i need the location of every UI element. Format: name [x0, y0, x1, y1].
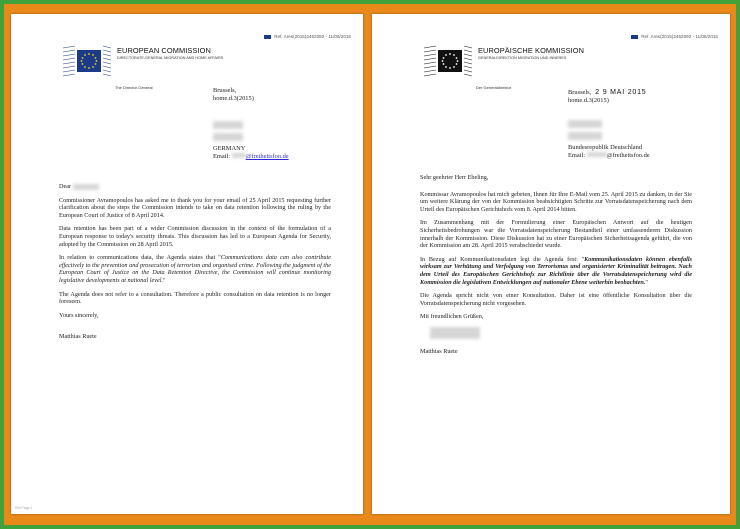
eu-flag-mini-icon — [631, 35, 638, 39]
paragraph-2: Im Zusammenhang mit der Formulierung einer Europäischen Antwort auf die heutigen Sicherheitsbedrohungen war die Vorratsdatenspeicherung Bestandteil einer umfassenderen Diskussion innerhalb der Kommission. Diese Diskussion hat zu einer Europäischen Sicherheitsagenda geführt, die von der Kommission am 28. April 2015 verabschiedet wurde. — [420, 219, 692, 250]
commission-logo — [61, 44, 223, 78]
city: Brussels, — [213, 87, 237, 94]
recipient-country: Bundesrepublik Deutschland — [568, 144, 643, 151]
redacted-signature — [430, 327, 480, 339]
reference-text: Ref. Ares(2015)2452092 - 11/06/2015 — [641, 34, 718, 39]
recipient-address — [568, 120, 650, 160]
date-line — [568, 89, 647, 97]
salutation-text: Dear — [59, 183, 72, 190]
paragraph-1: Kommissar Avramopoulos hat mich gebeten, Ihnen für Ihre E-Mail vom 25. April 2015 zu danken, in der Sie um weitere Klärung der von der Kommission beabsichtigten Schritte zur Vorratsdatenspeicherung nach dem Urteil des Europäischen Gerichtshofs vom 8. April 2014 bitten. — [420, 190, 692, 213]
signature-name: Matthias Ruete — [59, 333, 97, 341]
paragraph-1: Commissioner Avramopoulos has asked me to thank you for your email of 25 April 2015 requesting further clarification about the steps the Commission intends to take on data retention following the ruling by the European Court of Justice of 8 April 2014. — [59, 196, 331, 219]
email-domain[interactable]: @freiheitsfoo.de — [245, 153, 289, 160]
letter-body — [420, 174, 692, 361]
paragraph-3-lead: In Bezug auf Kommunikationsdaten legt die Agenda fest: " — [420, 255, 585, 263]
redacted-name — [213, 121, 243, 129]
paragraph-3-end: " — [162, 276, 166, 284]
redacted-name — [568, 120, 602, 128]
closing: Yours sincerely, — [59, 311, 99, 319]
european-commission-logo-icon — [61, 44, 113, 78]
ref-code: home.d.3(2015) — [213, 95, 254, 102]
paragraph-3-quote: Communications data can also contribute effectively to the prevention and prosecution of terrorism and organised crime. Following the judgment of the European Court of Justice on the Data Retention Directive, the Commission will continue monitoring legislative developments at national level. — [59, 254, 331, 284]
closing: Mit freundlichen Grüßen, — [420, 313, 484, 321]
organization-name: EUROPEAN COMMISSION — [117, 46, 211, 55]
recipient-email — [568, 152, 650, 160]
paragraph-3-end: " — [645, 278, 648, 286]
commission-logo — [422, 44, 584, 78]
email-label: Email: — [213, 153, 231, 160]
letter-page-german — [372, 14, 730, 514]
paragraph-2: Data retention has been part of a wider Commission discussion in the context of the formulation of a European response to today's security threats. This discussion has led to a European Agenda for Security, adopted by the Commission on 28 April 2015. — [59, 225, 331, 248]
reference-line — [264, 34, 351, 39]
email-link[interactable] — [232, 153, 289, 160]
date-stamp: 2 9 MAI 2015 — [595, 89, 647, 96]
directorate-name: DIRECTORATE-GENERAL MIGRATION AND HOME AFFAIRS — [117, 56, 224, 60]
reference-line — [631, 34, 718, 39]
redacted-email-user — [587, 152, 607, 157]
letter-page-english — [11, 14, 363, 514]
sender-role: Der Generaldirektor — [476, 85, 512, 90]
redacted-email-user — [232, 153, 246, 158]
paragraph-4: Die Agenda spricht nicht von einer Konsultation. Daher ist eine öffentliche Konsultation über die Vorratsdatenspeicherung nicht vorgesehen. — [420, 292, 692, 307]
european-commission-logo-black-icon — [422, 44, 474, 78]
date-block — [213, 87, 254, 103]
redacted-recipient-name — [73, 184, 99, 190]
sender-role: The Director-General — [115, 85, 153, 90]
directorate-name: GENERALDIREKTION MIGRATION UND INNERES — [478, 56, 567, 60]
paragraph-3-quote: Kommunikationsdaten können ebenfalls wirksam zur Verhütung und Verfolgung von Terrorismus und organisierter Kriminalität beitragen. Nach dem Urteil des Europäischen Gerichtshofs zur Richtlinie über die Vorratsdatenspeicherung wird die Kommission die legislativen Entwicklungen auf nationaler Ebene weiterhin beobachten. — [420, 255, 692, 286]
salutation: Sehr geehrter Herr Ebeling, — [420, 174, 489, 181]
redacted-street — [568, 132, 602, 140]
salutation — [59, 183, 331, 191]
redacted-street — [213, 133, 243, 141]
paragraph-3 — [59, 254, 331, 284]
date-block — [568, 89, 647, 105]
paragraph-3 — [420, 256, 692, 286]
paragraph-4: The Agenda does not refer to a consultation. Therefore a public consultation on data retention is no longer foreseen. — [59, 290, 331, 306]
ref-code: home.d.3(2015) — [568, 97, 609, 104]
recipient-country: GERMANY — [213, 145, 246, 152]
page-footer: Ref.Page 1 — [15, 506, 33, 510]
letter-body — [59, 183, 331, 347]
organization-name: EUROPÄISCHE KOMMISSION — [478, 46, 585, 55]
city: Brussels, — [568, 89, 592, 96]
eu-flag-mini-icon — [264, 35, 271, 39]
paragraph-3-lead: In relation to communications data, the Agenda states that " — [59, 254, 221, 262]
recipient-email — [213, 153, 289, 161]
reference-text: Ref. Ares(2015)2452092 - 11/06/2015 — [274, 34, 351, 39]
recipient-address — [213, 121, 289, 161]
email-label: Email: — [568, 152, 586, 159]
signature-name: Matthias Ruete — [420, 347, 458, 355]
email-domain: @freiheitsfoo.de — [606, 152, 650, 159]
